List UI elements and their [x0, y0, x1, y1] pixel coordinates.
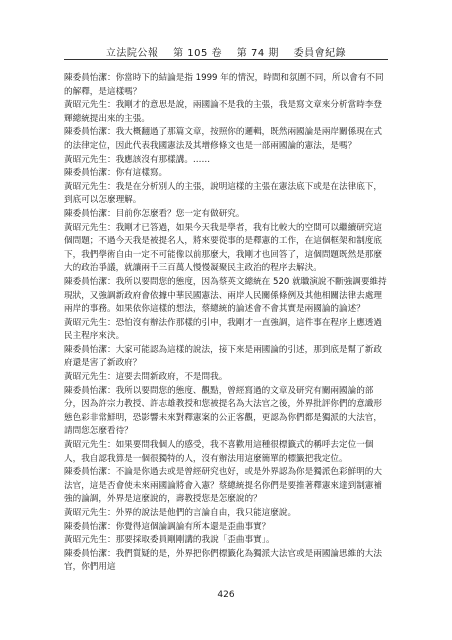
transcript-paragraph — [64, 507, 390, 521]
speaker-name: 陳委員怡潔： — [64, 344, 116, 355]
speech-text: 目前你怎麼看？您一定有做研究。 — [115, 208, 245, 219]
speech-text: 那要採取委員剛剛講的我說「歪曲事實」。 — [115, 535, 275, 546]
speech-text: 我所以要問您的態度、觀點，曾經寫過的文章及研究有關兩國論的部分，因為許宗力教授、許志雄教授和您被提名為大法官之後，外界批評你們的意識形態色彩非常鮮明，恐影響未來對釋憲案的公正客觀，更認為你們都是獨派的大法官，請問您怎麼看待？ — [64, 385, 382, 437]
speech-text: 我應該沒有那樣講。…… — [115, 154, 211, 165]
speaker-name: 陳委員怡潔： — [64, 73, 116, 83]
transcript-paragraph — [64, 548, 390, 575]
transcript-paragraph — [64, 167, 390, 181]
speech-text: 我大概翻過了那篇文章，按照你的邏輯，既然兩國論是兩岸關係現在式的法律定位，因此代表我國憲法及其增修條文也是一部兩國論的憲法，是嗎？ — [64, 127, 382, 151]
speech-text: 外界的說法是他們的言論自由，我只能這麼說。 — [115, 508, 297, 518]
speaker-name: 陳委員怡潔： — [64, 276, 116, 287]
speech-text: 你有這樣寫。 — [115, 168, 168, 179]
transcript-paragraph — [64, 222, 390, 276]
speaker-name: 陳委員怡潔： — [64, 127, 116, 138]
speech-text: 我剛才已答過，如果今天我是學者，我有比較大的空間可以繼續研究這個問題；不過今天我是被提名人，將來要從事的是釋憲的工作，在這個框架和制度底下，我們學術自由一定不可能像以前那麼大，我剛才也回答了，這個問題既然是那麼大的政治爭議，就讓兩千三百萬人慢慢凝聚民主政治的程序去解決。 — [64, 222, 382, 274]
speaker-name: 黃昭元先生： — [64, 508, 116, 518]
speech-text: 我們質疑的是，外界把你們標籤化為獨派大法官或是兩國論思維的大法官，你們用這 — [64, 548, 382, 573]
volume-number: 第 105 卷 — [173, 48, 223, 59]
speech-text: 我剛才的意思是說，兩國論不是我的主張，我是寫文章來分析當時李登輝總統提出來的主張。 — [64, 100, 382, 124]
speaker-name: 陳委員怡潔： — [64, 467, 116, 478]
page-header — [0, 44, 452, 59]
transcript-paragraph — [64, 181, 390, 208]
speaker-name: 黃昭元先生： — [64, 317, 116, 328]
speaker-name: 黃昭元先生： — [64, 100, 116, 111]
speaker-name: 陳委員怡潔： — [64, 385, 116, 396]
speaker-name: 黃昭元先生： — [64, 222, 116, 233]
transcript-body — [64, 72, 390, 575]
speech-text: 這要去問新政府，不是問我。 — [115, 372, 228, 383]
speech-text: 我所以要問您的態度，因為蔡英文總統在 520 就職演說不斷強調要維持現狀，又強調新政府會依據中華民國憲法、兩岸人民關係條例及其他相關法律去處理兩岸的事務。如果依你這樣的想法，蔡總統的論述會不會其實是兩國論的論述？ — [64, 276, 387, 315]
speech-text: 恐怕沒有辦法作那樣的引申，我剛才一直強調，這件事在程序上應透過民主程序來決。 — [64, 317, 382, 342]
speaker-name: 陳委員怡潔： — [64, 521, 116, 532]
speech-text: 不論是你過去或是曾經研究也好，或是外界認為你是獨派色彩鮮明的大法官，這是否會使未來兩國論將會入憲？蔡總統提名你們是要推著釋憲來達到制憲補強的論調，外界是這麼說的，壽教授您是怎麼說的？ — [64, 467, 382, 505]
transcript-paragraph — [64, 534, 390, 548]
transcript-paragraph — [64, 154, 390, 168]
transcript-paragraph — [64, 208, 390, 222]
transcript-paragraph — [64, 72, 390, 99]
transcript-paragraph — [64, 126, 390, 153]
transcript-paragraph — [64, 344, 390, 371]
transcript-paragraph — [64, 99, 390, 126]
speech-text: 你覺得這個論調論有所本還是歪曲事實？ — [115, 521, 271, 532]
transcript-paragraph — [64, 371, 390, 385]
speech-text: 如果要問我個人的感受，我不喜歡用這種很標籤式的稱呼去定位一個人，我自認我算是一個很獨特的人，沒有辦法用這麼簡單的標籤把我定位。 — [64, 440, 374, 464]
transcript-paragraph — [64, 521, 390, 535]
transcript-paragraph — [64, 439, 390, 466]
speaker-name: 黃昭元先生： — [64, 154, 116, 165]
speaker-name: 陳委員怡潔： — [64, 208, 116, 219]
issue-number: 第 74 期 — [236, 48, 279, 59]
speaker-name: 黃昭元先生： — [64, 440, 116, 451]
speech-text: 你當時下的結論是指 1999 年的情況，時間和氛圍不同，所以會有不同的解釋，是這樣嗎？ — [64, 73, 384, 97]
speech-text: 大家可能認為這樣的說法，接下來是兩國論的引述，那到底是幫了新政府還是害了新政府？ — [64, 344, 382, 369]
transcript-paragraph — [64, 276, 390, 317]
transcript-paragraph — [64, 317, 390, 344]
transcript-paragraph — [64, 466, 390, 507]
speaker-name: 陳委員怡潔： — [64, 168, 116, 179]
transcript-paragraph — [64, 385, 390, 439]
page-number: 426 — [217, 590, 235, 600]
speaker-name: 黃昭元先生： — [64, 372, 116, 383]
publication-name: 立法院公報 — [105, 48, 159, 59]
header-rule — [64, 59, 388, 60]
speaker-name: 陳委員怡潔： — [64, 548, 116, 559]
section-name: 委員會紀錄 — [293, 48, 347, 59]
speaker-name: 黃昭元先生： — [64, 535, 116, 546]
speaker-name: 黃昭元先生： — [64, 181, 116, 192]
speech-text: 我是在分析別人的主張，說明這樣的主張在憲法底下或是在法律底下，到底可以怎麼理解。 — [64, 181, 382, 206]
